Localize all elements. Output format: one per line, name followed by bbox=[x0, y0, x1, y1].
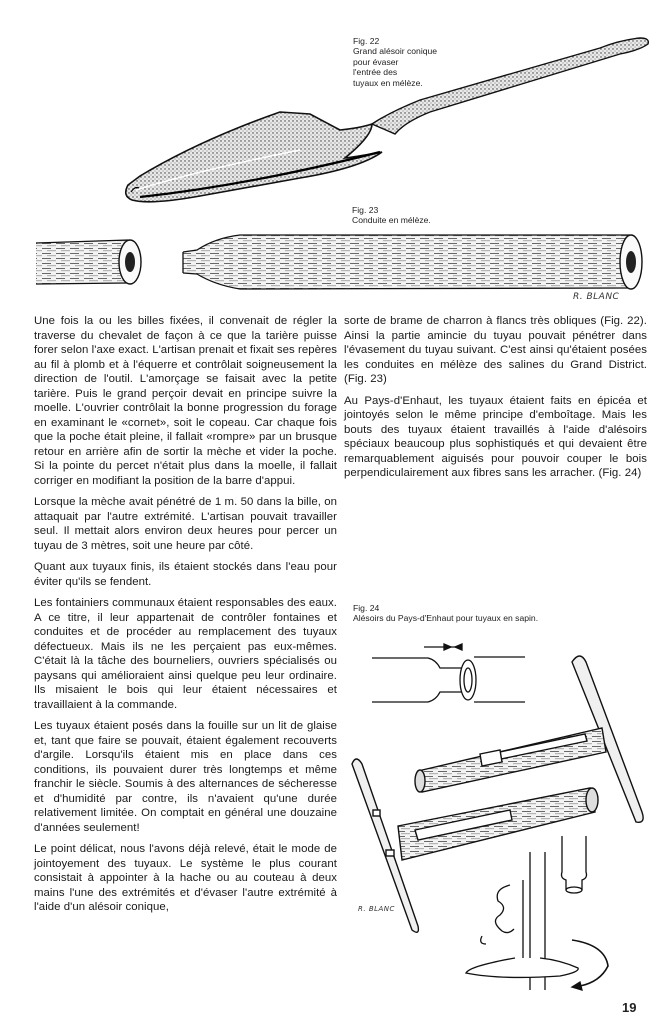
fig23-caption-text: Conduite en mélèze. bbox=[352, 215, 431, 226]
fig22-caption-line: tuyaux en mélèze. bbox=[353, 77, 423, 88]
paragraph: Les fontainiers communaux étaient responsables des eaux. A ce titre, il leur appartenait de contrôler fontaines et conduites et de procéder au remplacement des tuyaux défectueux. Mais ils ne les perçaient pas eux-mêmes. C'était là la tâche des bourneliers, ouvriers spécialisés ou paysans qui amélioraient ainsi quelque peu leur ordinaire. Ils misaient le bois qui leur étaient nécessaires et travaillaient à la commande. bbox=[34, 597, 337, 711]
paragraph: Les tuyaux étaient posés dans la fouille sur un lit de glaise et, tant que faire se pouvait, étaient également recouverts d'argile. Lorsqu'ils étaient mis en place dans ces conditions, ils pouvaient durer très longtemps et même franchir le siècle. Soumis à des alternances de sécheresse et d'humidité par contre, ils n'avaient qu'une durée relativement limitée. On comptait en général une douzaine d'années seulement! bbox=[34, 720, 337, 834]
paragraph: Le point délicat, nous l'avons déjà relevé, était le mode de jointoyement des tuyaux. Le système le plus courant consistait à appointer à la hache ou au couteau à deux mains l'une des extrémités et d'évaser l'autre extrémité à l'aide d'un alésoir conique, bbox=[34, 843, 337, 913]
right-column bbox=[344, 314, 647, 488]
paragraph: sorte de brame de charron à flancs très obliques (Fig. 22). Ainsi la partie amincie du tuyau pouvait pénétrer dans l'évasement du tuyau suivant. C'est ainsi qu'étaient posées les conduites en mélèze des salines du Grand District. (Fig. 23) bbox=[344, 315, 647, 385]
paragraph: Au Pays-d'Enhaut, les tuyaux étaient faits en épicéa et jointoyés selon le même principe d'emboîtage. Mais les bouts des tuyaux étaient travaillés à l'aide d'alésoirs spéciaux beaucoup plus sophistiqués et qui devaient être remarquablement aiguisés pour pouvoir couper le bois perpendiculairement aux fibres sans les arracher. (Fig. 24) bbox=[344, 394, 647, 479]
paragraph: Quant aux tuyaux finis, ils étaient stockés dans l'eau pour éviter qu'ils se fendent. bbox=[34, 561, 337, 588]
left-column bbox=[34, 314, 337, 922]
fig22-caption-line: l'entrée des bbox=[353, 67, 398, 78]
fig24-caption-text: Alésoirs du Pays-d'Enhaut pour tuyaux en sapin. bbox=[353, 613, 539, 624]
fig24-signature: R. BLANC bbox=[358, 905, 395, 913]
fig23-signature: R. BLANC bbox=[573, 292, 620, 302]
fig22-label: Fig. 22 bbox=[353, 36, 380, 46]
t-handle-reamer-upper bbox=[415, 656, 643, 822]
paragraph: Une fois la ou les billes fixées, il convenait de régler la traverse du chevalet de façon à ce que la tarière puisse forer selon l'axe exact. L'artisan prenait et fixait ses repères au fil à plomb et à l'équerre et contrôlait soigneusement la direction de l'outil. L'amorçage se faisait avec la petite tarière. Puis le grand perçoir devait en principe suivre la moelle. L'ouvrier contrôlait la bonne progression du forage en examinant le «cornet», soit le copeau. Car chaque fois que la poche était pleine, il fallait «rompre» par un brusque retour en arrière afin de sortir la mèche et vider la poche. Si la pointe du percet n'était plus dans la moelle, il fallait corriger en modifiant la position de la barre d'appui. bbox=[34, 315, 337, 487]
page-number: 19 bbox=[622, 1000, 637, 1015]
fig22-caption-line: pour évaser bbox=[353, 56, 399, 67]
paragraph: Lorsque la mèche avait pénétré de 1 m. 50 dans la bille, on attaquait par l'autre extrémité. L'artisan pouvait travailler seul. Il mettait alors environ deux heures pour percer un tuyau de 3 mètres, soit une heure par côté. bbox=[34, 496, 337, 552]
pipe-section-right bbox=[183, 235, 642, 289]
fig24-caption bbox=[353, 603, 538, 624]
fig23-larch-pipe-illustration bbox=[0, 222, 659, 312]
fig22-caption-line: Grand alésoir conique bbox=[353, 46, 438, 57]
fig24-t-handle-reamers-illustration bbox=[340, 640, 659, 1010]
pipe-section-left bbox=[36, 240, 141, 284]
cutting-detail bbox=[466, 836, 608, 990]
fig23-label: Fig. 23 bbox=[352, 205, 379, 215]
fig24-label: Fig. 24 bbox=[353, 603, 380, 613]
joint-diagram bbox=[372, 644, 525, 702]
fig22-conical-reamer-illustration bbox=[0, 0, 659, 220]
reamer-blade bbox=[126, 112, 382, 202]
reamer-handle bbox=[372, 38, 648, 134]
